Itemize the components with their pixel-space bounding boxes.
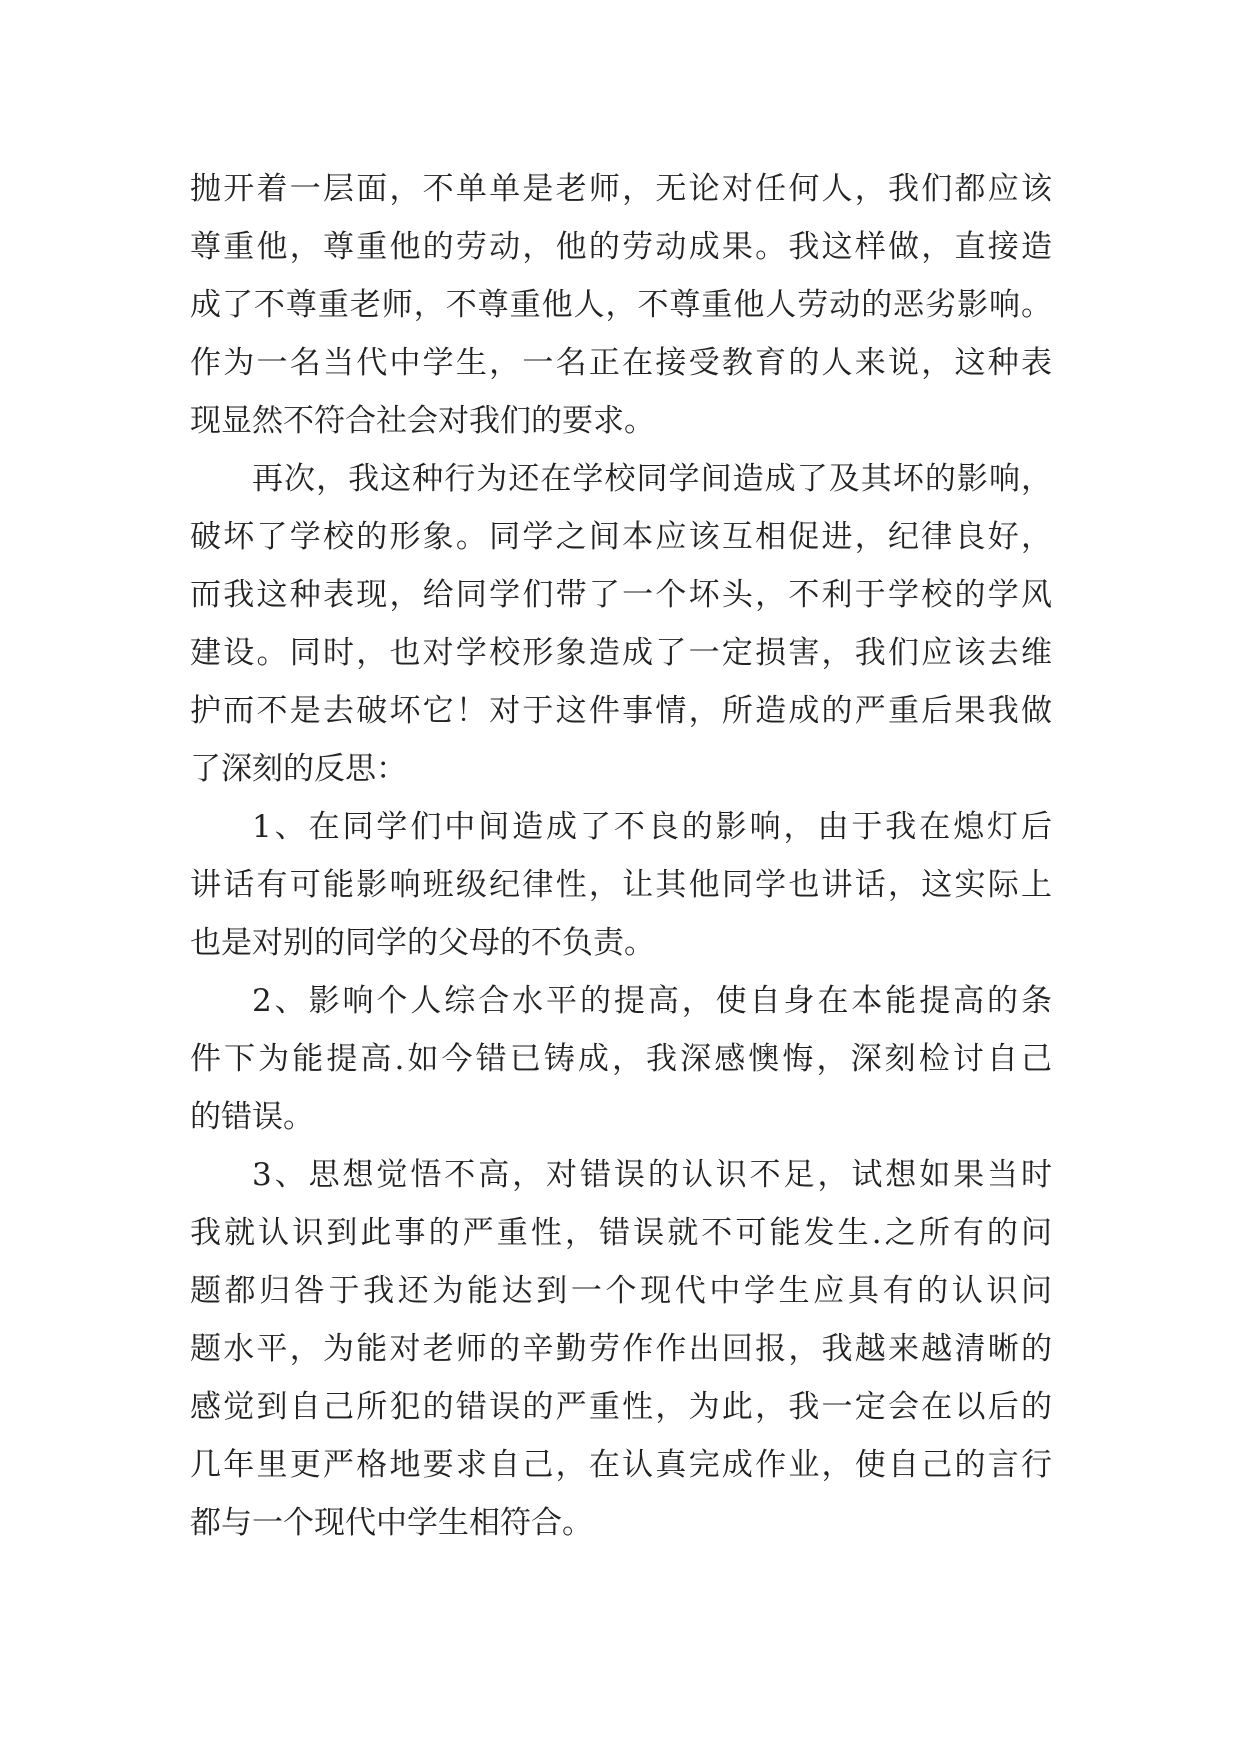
text-line: 2、影响个人综合水平的提高，使自身在本能提高的条 (252, 983, 1052, 1019)
text-line: 而我这种表现，给同学们带了一个坏头，不利于学校的学风 (190, 577, 1052, 613)
text-line: 作为一名当代中学生，一名正在接受教育的人来说，这种表 (190, 345, 1052, 381)
text-line: 3、思想觉悟不高，对错误的认识不足，试想如果当时 (252, 1157, 1052, 1193)
text-line: 讲话有可能影响班级纪律性，让其他同学也讲话，这实际上 (190, 867, 1052, 903)
text-line: 题都归咎于我还为能达到一个现代中学生应具有的认识问 (190, 1273, 1052, 1309)
document-body (190, 160, 1052, 1552)
text-line: 成了不尊重老师，不尊重他人，不尊重他人劳动的恶劣影响。 (190, 287, 1052, 323)
text-line: 抛开着一层面，不单单是老师，无论对任何人，我们都应该 (190, 171, 1052, 207)
text-line: 了深刻的反思： (190, 751, 407, 787)
text-line: 也是对别的同学的父母的不负责。 (190, 925, 655, 961)
text-line: 题水平，为能对老师的辛勤劳作作出回报，我越来越清晰的 (190, 1331, 1052, 1367)
text-line: 再次，我这种行为还在学校同学间造成了及其坏的影响， (252, 461, 1052, 497)
text-line: 现显然不符合社会对我们的要求。 (190, 403, 655, 439)
text-line: 我就认识到此事的严重性，错误就不可能发生.之所有的问 (190, 1215, 1052, 1251)
paragraph (190, 798, 1052, 972)
text-line: 都与一个现代中学生相符合。 (190, 1505, 593, 1541)
text-line: 尊重他，尊重他的劳动，他的劳动成果。我这样做，直接造 (190, 229, 1052, 265)
text-line: 护而不是去破坏它！对于这件事情，所造成的严重后果我做 (190, 693, 1052, 729)
text-line: 几年里更严格地要求自己，在认真完成作业，使自己的言行 (190, 1447, 1052, 1483)
paragraph (190, 450, 1052, 798)
paragraph (190, 160, 1052, 450)
text-line: 感觉到自己所犯的错误的严重性，为此，我一定会在以后的 (190, 1389, 1052, 1425)
paragraph (190, 972, 1052, 1146)
paragraph (190, 1146, 1052, 1552)
text-line: 件下为能提高.如今错已铸成，我深感懊悔，深刻检讨自己 (190, 1041, 1052, 1077)
text-line: 1、在同学们中间造成了不良的影响，由于我在熄灯后 (252, 809, 1052, 845)
text-line: 的错误。 (190, 1099, 314, 1135)
text-line: 建设。同时，也对学校形象造成了一定损害，我们应该去维 (190, 635, 1052, 671)
text-line: 破坏了学校的形象。同学之间本应该互相促进，纪律良好， (190, 519, 1052, 555)
